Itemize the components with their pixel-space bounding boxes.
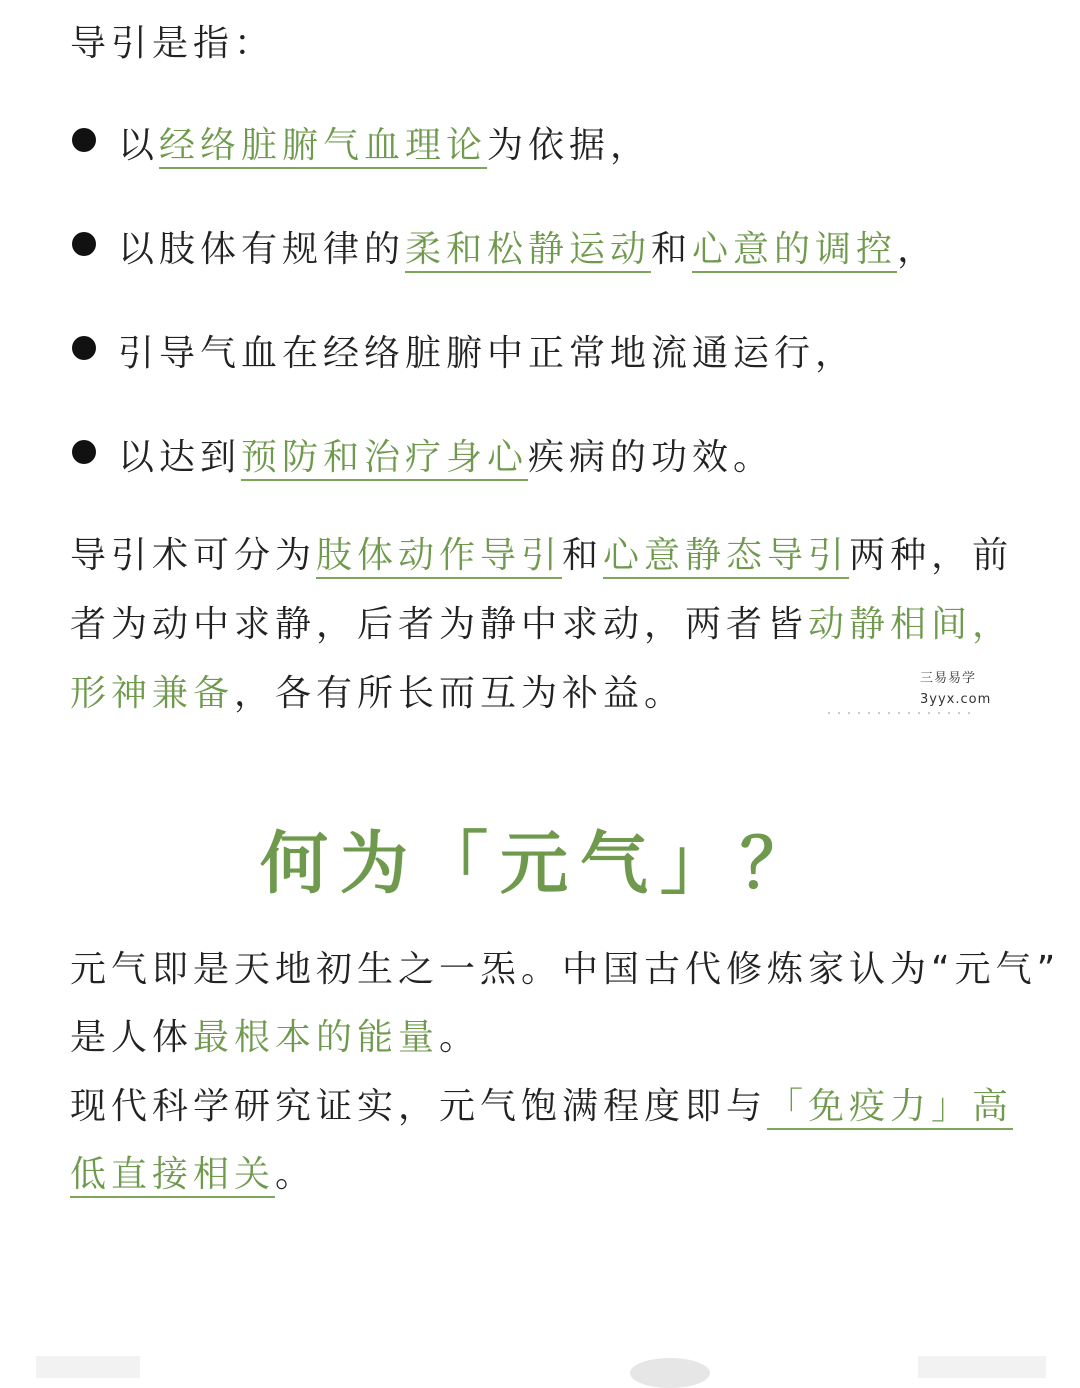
bullet-text	[118, 429, 774, 480]
text-highlight: 肢体动作导引	[316, 535, 562, 579]
watermark-domain: 3yyx.com	[920, 692, 992, 707]
text-highlight: 预防和治疗身心	[241, 437, 528, 481]
text-green: 最根本的能量	[193, 1017, 440, 1058]
text-plain: 现代科学研究证实，元气饱满程度即与	[70, 1086, 768, 1127]
text-highlight: 「免疫力」高	[767, 1086, 1013, 1130]
text-highlight: 低直接相关	[70, 1154, 275, 1198]
text-plain: 导引术可分为	[70, 535, 317, 576]
watermark-dots	[824, 712, 974, 714]
text-plain: 是人体	[70, 1017, 194, 1058]
text-plain: ，各有所长而互为补益。	[234, 673, 686, 714]
paragraph-line	[70, 1009, 480, 1060]
text-plain: 以	[118, 125, 160, 166]
bullet-text	[118, 117, 651, 168]
text-plain: 疾病的功效。	[528, 437, 775, 478]
paragraph-line	[70, 527, 1013, 578]
text-plain: 以达到	[118, 437, 242, 478]
paragraph-line	[70, 596, 1013, 647]
text-plain: 。	[275, 1154, 317, 1195]
text-plain: 和	[562, 535, 604, 576]
bullet-dot	[72, 336, 96, 360]
paragraph-line	[70, 665, 685, 716]
bottom-decoration-center	[630, 1358, 710, 1388]
text-plain: 和	[651, 229, 693, 270]
text-plain: 两种，前	[849, 535, 1014, 576]
text-green: 形神兼备	[70, 673, 235, 714]
text-plain: 以肢体有规律的	[118, 229, 406, 270]
bullet-text	[118, 221, 938, 272]
bullet-dot	[72, 440, 96, 464]
section-title: 何为「元气」？	[259, 825, 820, 904]
paragraph-line	[70, 1078, 1013, 1129]
paragraph-line	[70, 1146, 316, 1197]
text-plain: ，	[897, 229, 939, 270]
text-highlight: 经络脏腑气血理论	[159, 125, 487, 169]
text-green: 动静相间，	[808, 604, 1014, 645]
text-plain: 。	[439, 1017, 481, 1058]
paragraph-line: 元气即是天地初生之一炁。中国古代修炼家认为“元气”	[70, 949, 1061, 990]
text-plain: 为依据，	[487, 125, 652, 166]
watermark-name: 三易易学	[920, 671, 977, 686]
bottom-decoration-right	[918, 1356, 1046, 1378]
text-highlight: 心意的调控	[692, 229, 897, 273]
bottom-decoration-left	[36, 1356, 140, 1378]
bullet-dot	[72, 232, 96, 256]
bullet-text: 引导气血在经络脏腑中正常地流通运行，	[118, 333, 857, 374]
text-plain: 者为动中求静，后者为静中求动，两者皆	[70, 604, 809, 645]
text-highlight: 心意静态导引	[603, 535, 849, 579]
bullet-dot	[72, 128, 96, 152]
text-highlight: 柔和松静运动	[405, 229, 651, 273]
intro-heading: 导引是指：	[70, 23, 276, 64]
